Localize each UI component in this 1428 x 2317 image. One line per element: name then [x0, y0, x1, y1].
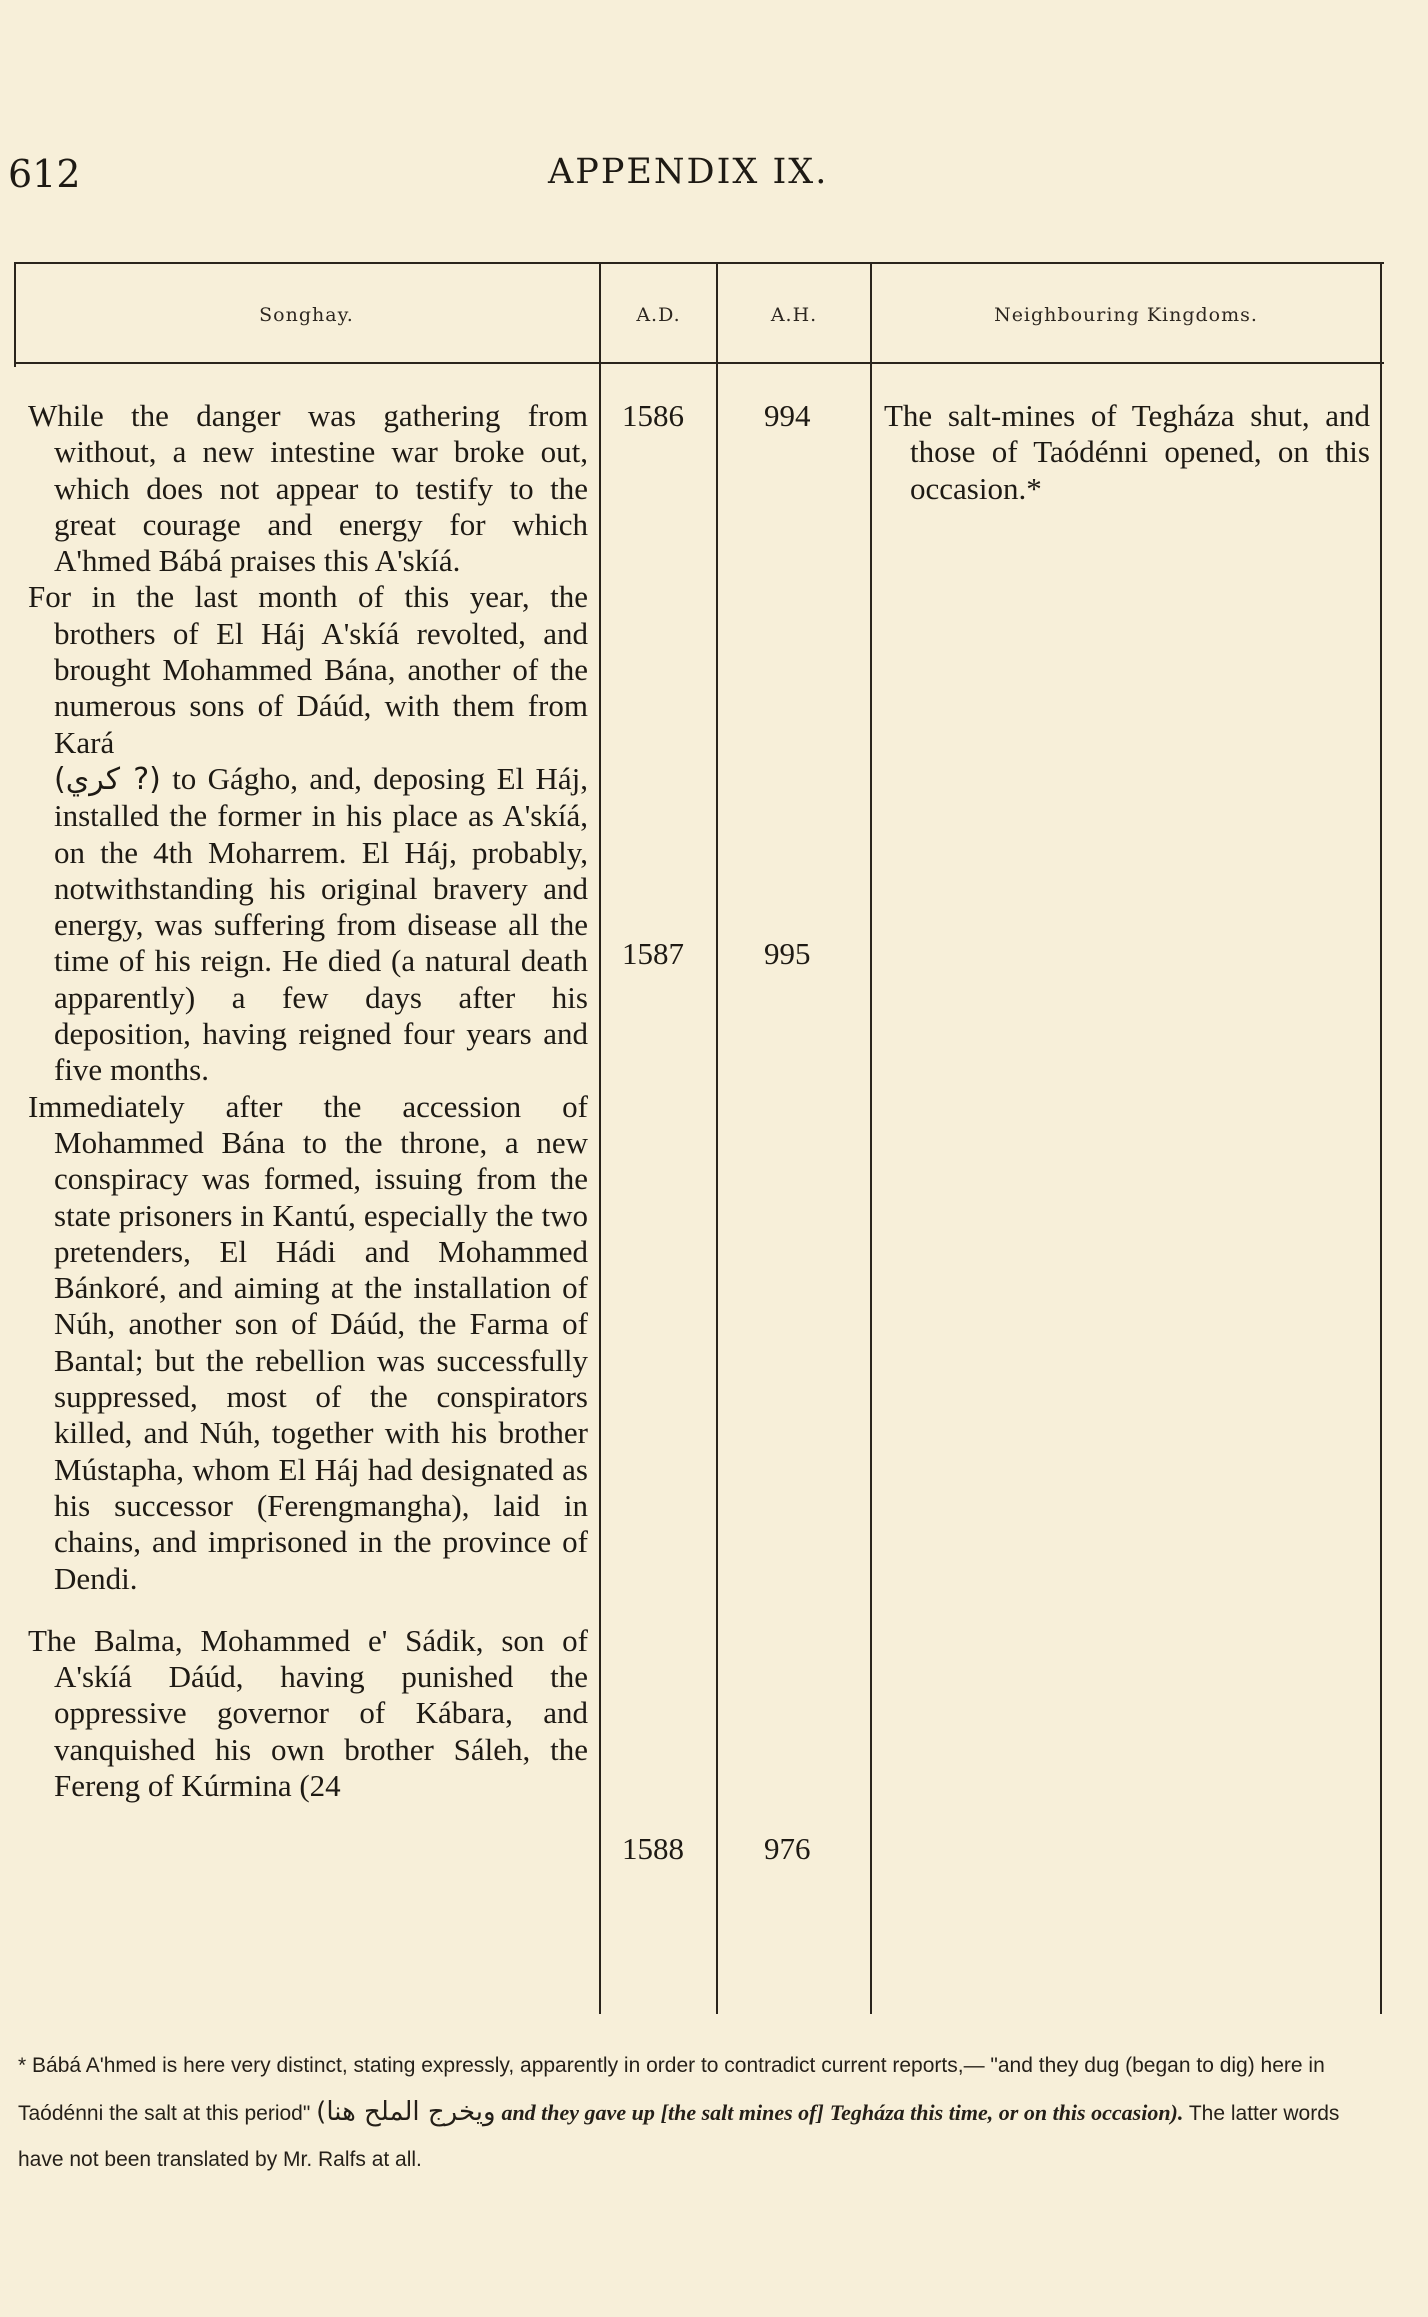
column-divider-songhay-ad	[599, 262, 601, 2014]
table-top-rule	[14, 262, 1384, 264]
neighbouring-paragraph: The salt-mines of Tegháza shut, and those of Taódénni opened, on this occasion.*	[884, 398, 1370, 506]
footnote-bracketed: [the salt mines of]	[660, 2100, 824, 2125]
ah-year-976: 976	[764, 1831, 811, 1866]
page-header	[0, 152, 1428, 212]
arabic-place-name: (كري ?)	[54, 761, 161, 797]
footnote	[18, 2043, 1388, 2183]
ad-year-1586: 1586	[622, 398, 684, 433]
footnote-text-end: The latter words have not been translated by Mr. Ralfs at all.	[18, 2102, 1340, 2171]
ah-year-994: 994	[764, 398, 811, 433]
footnote-italic-1: and they gave up	[501, 2100, 655, 2125]
column-head-ad: A.D.	[636, 304, 681, 326]
header-bottom-rule	[14, 362, 1384, 364]
column-divider-ad-ah	[716, 262, 718, 2014]
column-divider-right	[1380, 262, 1382, 2014]
neighbouring-cell	[884, 398, 1370, 507]
songhay-paragraph-4: The Balma, Mohammed e' Sádik, son of A'skíá Dáúd, having punished the oppressive governor of Kábara, and vanquished his own brother Sáleh, the Fereng of Kúrmina (24	[28, 1622, 588, 1803]
column-divider-ah-neighbouring	[870, 262, 872, 2014]
page-number: 612	[8, 152, 81, 196]
songhay-paragraph-1: While the danger was gathering from without, a new intestine war broke out, which does not appear to testify to the great courage and energy for which A'hmed Bábá praises this A'skíá.	[28, 398, 588, 579]
footnote-text-start: * Bábá A'hmed is here very distinct, stating expressly, apparently in order to contradict current reports,— "and they dug (began to dig) here in Taódénni the salt at this period"	[18, 2054, 1325, 2125]
column-head-neighbouring: Neighbouring Kingdoms.	[994, 304, 1258, 326]
songhay-paragraph-3: Immediately after the accession of Mohammed Bána to the throne, a new conspiracy was formed, issuing from the state prisoners in Kantú, especially the two pretenders, El Hádi and Mohammed Bánkoré, and aiming at the installation of Núh, another son of Dáúd, the Farma of Bantal; but the rebellion was successfully suppressed, most of the conspirators killed, and Núh, together with his brother Mústapha, whom El Háj had designated as his successor (Ferengmangha), laid in chains, and imprisoned in the province of Dendi.	[28, 1088, 588, 1596]
footnote-arabic: (ويخرج الملح هنا	[316, 2097, 496, 2127]
running-title: APPENDIX IX.	[548, 152, 829, 192]
column-head-ah: A.H.	[770, 304, 818, 326]
chronological-table	[14, 262, 1384, 2012]
songhay-cell	[28, 398, 588, 1804]
songhay-paragraph-2	[28, 579, 588, 1088]
ah-year-995: 995	[764, 936, 811, 971]
paragraph-2-end: to Gágho, and, deposing El Háj, installed the former in his place as A'skíá, on the 4th Moharrem. El Háj, probably, notwithstanding his original bravery and energy, was suffering from disease all the time of his reign. He died (a natural death apparently) a few days after his deposition, having reigned four years and five months.	[54, 760, 588, 1088]
paragraph-2-start: For in the last month of this year, the brothers of El Háj A'skíá revolted, and brought Mohammed Bána, another of the numerous sons of Dáúd, with them from Kará	[28, 579, 588, 760]
ad-year-1588: 1588	[622, 1831, 684, 1866]
footnote-italic-2: Tegháza this time, or on this occasion).	[829, 2100, 1184, 2125]
column-head-songhay: Songhay.	[259, 304, 354, 326]
ad-year-1587: 1587	[622, 936, 684, 971]
